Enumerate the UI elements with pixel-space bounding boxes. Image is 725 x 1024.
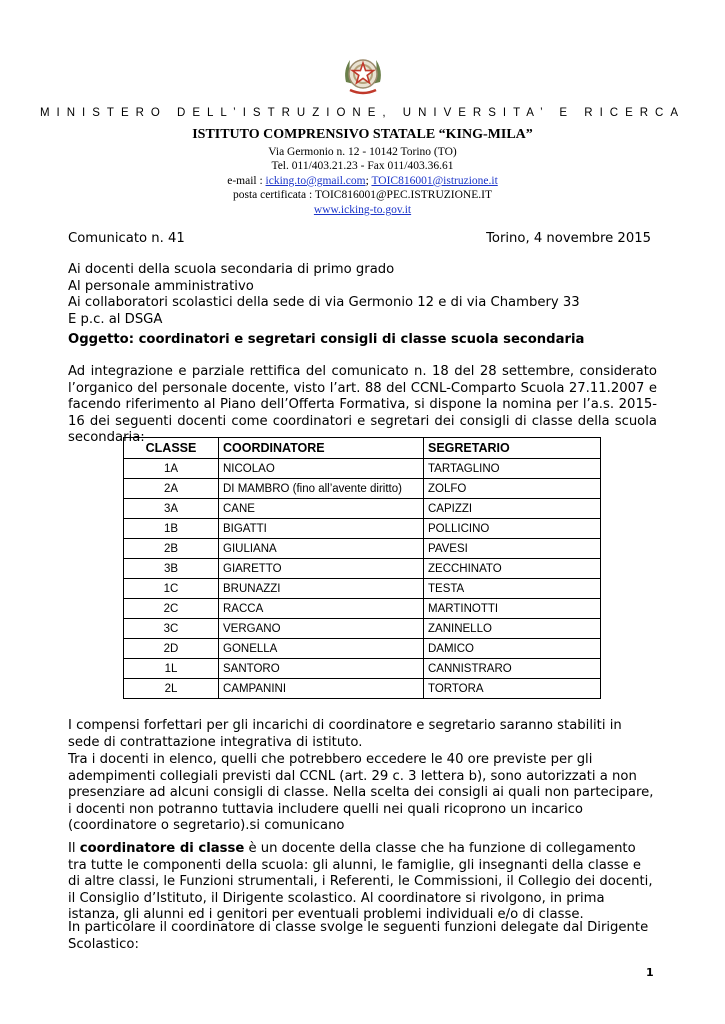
school-address: Via Germonio n. 12 - 10142 Torino (TO) — [268, 145, 457, 158]
subject-line: Oggetto: coordinatori e segretari consigli di classe scuola secondaria — [68, 332, 585, 347]
cell-segretario: MARTINOTTI — [424, 599, 601, 619]
recipients-list — [68, 262, 580, 328]
email-link-gmail[interactable]: icking.to@gmail.com — [265, 174, 366, 187]
table-row — [124, 639, 601, 659]
table-row — [124, 679, 601, 699]
cell-segretario: DAMICO — [424, 639, 601, 659]
table-row — [124, 659, 601, 679]
ministry-name: MINISTERO DELL’ISTRUZIONE, UNIVERSITA’ E RICERCA — [39, 107, 686, 119]
recipient-line: Ai docenti della scuola secondaria di primo grado — [68, 262, 395, 277]
school-website-link[interactable]: www.icking-to.gov.it — [313, 203, 412, 216]
intro-paragraph: Ad integrazione e parziale rettifica del comunicato n. 18 del 28 settembre, considerato l’organico del personale docente, visto l’art. 88 del CCNL-Comparto Scuola 27.11.2007 e facendo riferimento al Piano dell’Offerta Formativa, si dispone la nomina per l’a.s. 2015-16 dei seguenti docenti come coordinatori e segretari dei consigli di classe della scuola secondaria: — [68, 364, 657, 445]
cell-classe: 1L — [124, 659, 219, 679]
school-pec: posta certificata : TOIC816001@PEC.ISTRUZIONE.IT — [233, 189, 492, 202]
cell-segretario: PAVESI — [424, 539, 601, 559]
cell-segretario: CAPIZZI — [424, 499, 601, 519]
cell-segretario: TESTA — [424, 579, 601, 599]
cell-coordinatore: VERGANO — [219, 619, 424, 639]
table-row — [124, 579, 601, 599]
cell-segretario: POLLICINO — [424, 519, 601, 539]
coordinators-table — [123, 437, 601, 699]
cell-classe: 1B — [124, 519, 219, 539]
cell-coordinatore: GONELLA — [219, 639, 424, 659]
table-header-row — [124, 438, 601, 459]
column-header-classe: CLASSE — [124, 438, 219, 459]
email-label: e-mail : — [227, 174, 263, 187]
hours-paragraph: Tra i docenti in elenco, quelli che potrebbero eccedere le 40 ore previste per gli adempimenti collegiali previsti dal CCNL (art. 29 c. 3 lettera b), sono autorizzati a non presenziare ad alcuni consigli di classe. Nella scelta dei consigli ai quali non partecipare, i docenti non potranno tuttavia includere quelli nei quali ricoprono un incarico (coordinatore o segretario).si comunicano — [68, 752, 654, 833]
recipient-line: E p.c. al DSGA — [68, 311, 163, 327]
cell-segretario: CANNISTRARO — [424, 659, 601, 679]
cell-classe: 3A — [124, 499, 219, 519]
table-row — [124, 559, 601, 579]
cell-classe: 2B — [124, 539, 219, 559]
page-number: 1 — [646, 966, 654, 979]
cell-segretario: ZOLFO — [424, 479, 601, 499]
cell-classe: 3C — [124, 619, 219, 639]
functions-paragraph: In particolare il coordinatore di classe svolge le seguenti funzioni delegate dal Dirigente Scolastico: — [68, 920, 649, 952]
table-row — [124, 479, 601, 499]
communique-number: Comunicato n. 41 — [68, 231, 185, 246]
recipient-line: Al personale amministrativo — [68, 278, 254, 294]
cell-classe: 3B — [124, 559, 219, 579]
coordinator-term: coordinatore di classe — [79, 841, 245, 856]
coordinator-paragraph-rest: è un docente della classe che ha funzione di collegamento tra tutte le componenti della scuola: gli alunni, le famiglie, gli insegnanti della classe e di altre classi, le Funzioni strumentali, i Referenti, le Commissioni, il Collegio dei docenti, il Consiglio d’Istituto, il Dirigente scolastico. Al coordinatore si rivolgono, in prima istanza, gli alunni ed i genitori per eventuali problemi individuali e/o di classe. — [68, 841, 653, 922]
cell-segretario: ZECCHINATO — [424, 559, 601, 579]
coordinator-paragraph-prefix: Il — [68, 841, 80, 856]
cell-coordinatore: DI MAMBRO (fino all’avente diritto) — [219, 479, 424, 499]
table-row — [124, 519, 601, 539]
cell-coordinatore: BRUNAZZI — [219, 579, 424, 599]
compensation-paragraph: I compensi forfettari per gli incarichi di coordinatore e segretario saranno stabiliti in sede di contrattazione integrativa di istituto. — [68, 718, 622, 750]
cell-classe: 2L — [124, 679, 219, 699]
cell-coordinatore: NICOLAO — [219, 459, 424, 479]
cell-classe: 2D — [124, 639, 219, 659]
table-row — [124, 599, 601, 619]
cell-segretario: ZANINELLO — [424, 619, 601, 639]
cell-coordinatore: SANTORO — [219, 659, 424, 679]
italian-republic-emblem-icon — [340, 52, 386, 98]
school-name: ISTITUTO COMPRENSIVO STATALE “KING-MILA” — [192, 127, 533, 142]
cell-classe: 1C — [124, 579, 219, 599]
cell-segretario: TARTAGLINO — [424, 459, 601, 479]
cell-classe: 2C — [124, 599, 219, 619]
place-date: Torino, 4 novembre 2015 — [486, 231, 651, 246]
cell-coordinatore: RACCA — [219, 599, 424, 619]
school-header — [0, 128, 725, 218]
column-header-coordinatore: COORDINATORE — [219, 438, 424, 459]
cell-coordinatore: BIGATTI — [219, 519, 424, 539]
table-row — [124, 619, 601, 639]
recipient-line: Ai collaboratori scolastici della sede di via Germonio 12 e di via Chambery 33 — [68, 295, 580, 310]
email-separator: ; — [365, 174, 369, 187]
school-email-line — [0, 174, 725, 189]
school-phone: Tel. 011/403.21.23 - Fax 011/403.36.61 — [271, 160, 454, 173]
table-row — [124, 499, 601, 519]
table-row — [124, 539, 601, 559]
cell-coordinatore: GIARETTO — [219, 559, 424, 579]
column-header-segretario: SEGRETARIO — [424, 438, 601, 459]
email-link-istruzione[interactable]: TOIC816001@istruzione.it — [371, 174, 498, 187]
cell-classe: 2A — [124, 479, 219, 499]
table-row — [124, 459, 601, 479]
cell-coordinatore: GIULIANA — [219, 539, 424, 559]
cell-coordinatore: CAMPANINI — [219, 679, 424, 699]
cell-coordinatore: CANE — [219, 499, 424, 519]
coordinator-paragraph — [68, 841, 657, 924]
cell-classe: 1A — [124, 459, 219, 479]
cell-segretario: TORTORA — [424, 679, 601, 699]
